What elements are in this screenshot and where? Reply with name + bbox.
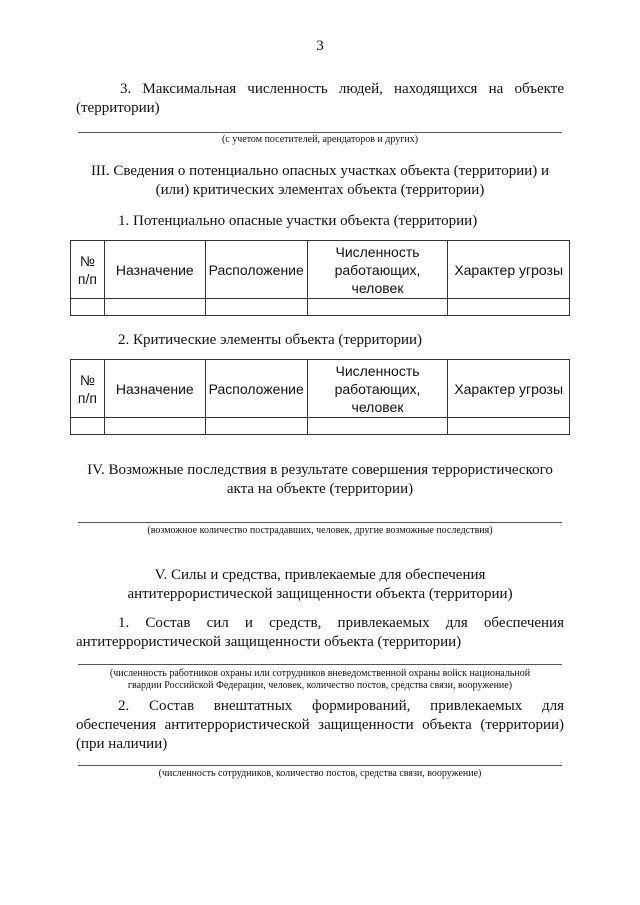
section4-title-line1: IV. Возможные последствия в результате совершения террористического [87,462,553,478]
col-purpose: Назначение [104,241,205,299]
section5-p2-line2: обеспечения антитеррористической защищенности объекта (территории) [76,717,564,733]
max-people-line2: (территории) [76,100,160,116]
col-threat: Характер угрозы [448,241,570,299]
section3-title-line2: (или) критических элементах объекта (территории) [155,182,485,198]
table-header-row [71,241,570,299]
section4-title-line2: акта на объекте (территории) [226,481,414,497]
section3-title-line1: III. Сведения о потенциально опасных участках объекта (территории) и [90,163,550,179]
fill-line [78,664,562,665]
col-staff: Численность работающих, человек [307,360,448,418]
section5-p1-caption-line2: гвардии Российской Федерации, человек, количество постов, средства связи, вооружение) [127,680,513,691]
col-threat: Характер угрозы [448,360,570,418]
section5-title-line2: антитеррористической защищенности объекта (территории) [127,586,513,602]
section5-p2-line1: 2. Состав внештатных формирований, привлекаемых для [118,698,564,714]
critical-elements-table [70,359,570,435]
col-purpose: Назначение [104,360,205,418]
section5-p1-caption-line1: (численность работников охраны или сотрудников вневедомственной охраны войск национальной [109,668,531,679]
col-staff: Численность работающих, человек [307,241,448,299]
max-people-caption: (с учетом посетителей, арендаторов и других) [221,134,419,145]
hazard-areas-table [70,240,570,316]
page-number: 3 [316,38,324,54]
col-number: № п/п [71,241,105,299]
section3-sub1: 1. Потенциально опасные участки объекта (территории) [118,213,478,229]
table-row [71,299,570,316]
section5-p2-caption: (численность сотрудников, количество постов, средства связи, вооружение) [158,768,482,779]
section4-caption: (возможное количество пострадавших, человек, другие возможные последствия) [147,525,493,536]
section5-p1-line1: 1. Состав сил и средств, привлекаемых для обеспечения [118,615,564,631]
section5-p2-line3: (при наличии) [76,736,168,752]
table-header-row [71,360,570,418]
section5-title-line1: V. Силы и средства, привлекаемые для обеспечения [154,567,486,583]
col-location: Расположение [205,360,307,418]
fill-line [78,522,562,523]
section3-sub2: 2. Критические элементы объекта (территории) [118,332,422,348]
col-number: № п/п [71,360,105,418]
fill-line [78,132,562,133]
fill-line [78,765,562,766]
max-people-line1: 3. Максимальная численность людей, находящихся на объекте [120,81,564,97]
table-row [71,418,570,435]
col-location: Расположение [205,241,307,299]
section5-p1-line2: антитеррористической защищенности объекта (территории) [76,634,462,650]
